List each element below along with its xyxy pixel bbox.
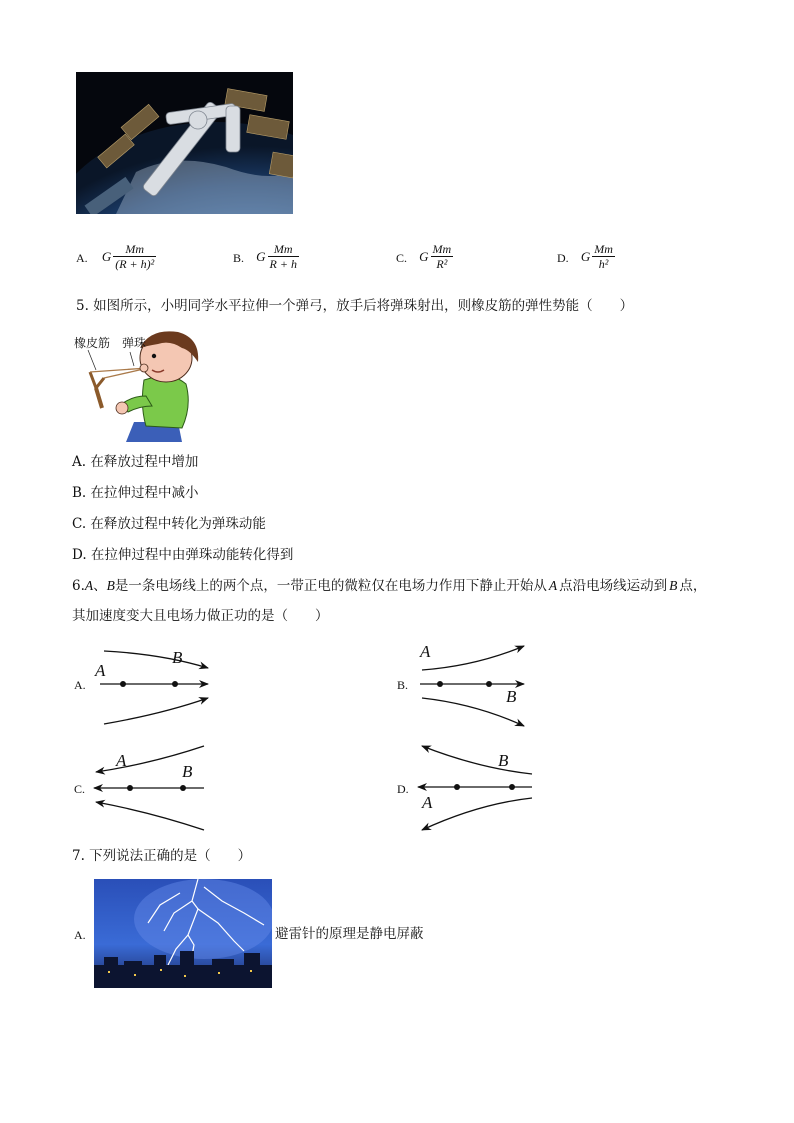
label-pellet: 弹珠 <box>122 336 147 350</box>
point-a: A <box>548 578 558 593</box>
point-b: B <box>669 578 678 593</box>
numerator: Mm <box>268 242 299 257</box>
label-b: B <box>506 687 517 706</box>
q5-option-d: D. 在拉伸过程中由弹珠动能转化得到 <box>72 547 294 563</box>
q6-option-c-letter: C. <box>74 782 86 796</box>
point-a: A <box>84 578 94 593</box>
q7-option-a-text: 避雷针的原理是静电屏蔽 <box>275 926 424 942</box>
numerator: Mm <box>594 242 613 256</box>
option-letter: B. <box>233 251 245 265</box>
field-diagram-b <box>416 636 536 732</box>
q4-option-b <box>233 242 299 271</box>
label-a: A <box>116 751 127 770</box>
lightning-image <box>94 879 272 988</box>
fraction <box>592 242 615 271</box>
field-diagram-c <box>90 742 210 834</box>
q-number: 6. <box>72 578 85 594</box>
q6-stem-line1 <box>72 576 782 596</box>
point-b: B <box>106 578 115 593</box>
label-a: A <box>420 642 431 661</box>
q7-stem: 7. 下列说法正确的是（ ） <box>72 848 252 864</box>
denominator: R² <box>436 257 448 271</box>
q4-option-a <box>76 242 156 271</box>
option-letter: D. <box>557 251 569 265</box>
space-station-image <box>76 72 293 214</box>
label-b: B <box>182 762 193 781</box>
option-letter: C. <box>396 251 408 265</box>
denominator: (R + h)² <box>115 257 155 271</box>
q7-option-a-letter: A. <box>74 928 86 942</box>
fraction <box>113 242 156 271</box>
q4-option-c <box>396 242 453 271</box>
fraction <box>268 242 299 271</box>
q6-option-a-letter: A. <box>74 678 86 692</box>
q4-option-d <box>557 242 615 271</box>
label-a: A <box>422 793 433 812</box>
label-rubber-band: 橡皮筋 <box>74 336 111 350</box>
q5-stem: 5. 如图所示，小明同学水平拉伸一个弹弓，放手后将弹珠射出，则橡皮筋的弹性势能（ ） <box>76 298 634 314</box>
numerator: Mm <box>113 242 156 257</box>
option-letter: A. <box>76 251 88 265</box>
constant-g: G <box>419 248 429 264</box>
q5-option-c: C. 在释放过程中转化为弹珠动能 <box>72 516 266 532</box>
q6-option-b-letter: B. <box>397 678 409 692</box>
label-a: A <box>95 661 106 680</box>
q6-stem-line2: 其加速度变大且电场力做正功的是（ ） <box>72 608 329 624</box>
q6-option-d-letter: D. <box>397 782 409 796</box>
sep: 、 <box>93 578 107 594</box>
text: 点， <box>679 578 707 594</box>
text: 点沿电场线运动到 <box>559 578 668 594</box>
q5-option-b: B. 在拉伸过程中减小 <box>72 485 199 501</box>
denominator: h² <box>598 257 609 271</box>
fraction <box>431 242 454 271</box>
label-b: B <box>498 751 509 770</box>
denominator: R + h <box>269 257 297 271</box>
numerator: Mm <box>432 242 452 256</box>
constant-g: G <box>101 248 112 264</box>
field-diagram-a <box>92 640 222 730</box>
slingshot-boy-figure <box>74 326 214 442</box>
constant-g: G <box>580 248 591 264</box>
constant-g: G <box>256 248 266 264</box>
q5-option-a: A. 在释放过程中增加 <box>72 454 199 470</box>
field-diagram-d <box>414 740 538 836</box>
text: 是一条电场线上的两个点，一带正电的微粒仅在电场力作用下静止开始从 <box>114 578 547 594</box>
label-b: B <box>172 648 183 667</box>
